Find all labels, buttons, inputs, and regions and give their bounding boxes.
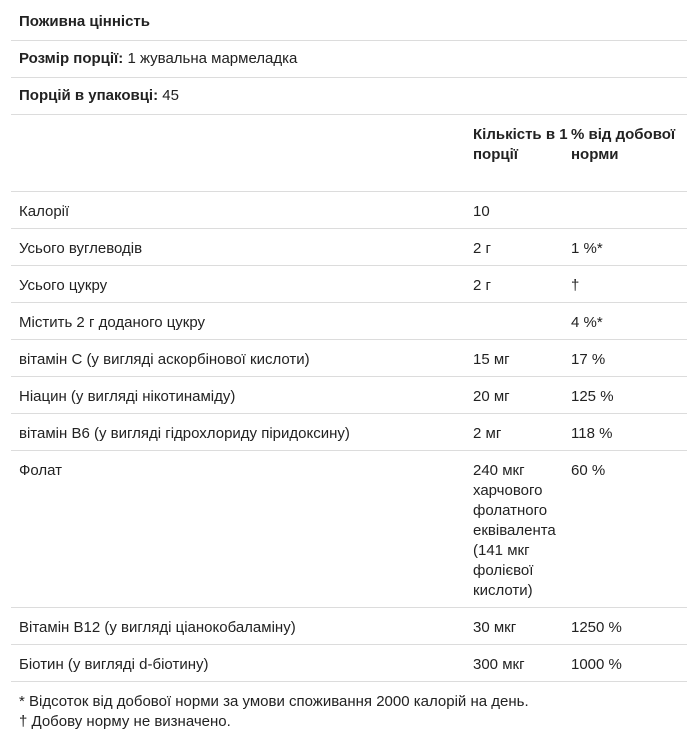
nutrient-row (11, 265, 687, 302)
serving-size-label: Розмір порції (19, 50, 119, 67)
footnotes (11, 681, 687, 732)
column-header-row (11, 114, 687, 191)
nutrient-daily-value: 125 % (571, 388, 614, 405)
nutrient-row (11, 413, 687, 450)
nutrient-amount: 2 г (473, 277, 491, 294)
nutrient-row (11, 450, 687, 607)
nutrient-amount: 2 г (473, 240, 491, 257)
nutrient-daily-value: 1250 % (571, 619, 622, 636)
nutrient-amount: 10 (473, 203, 490, 220)
nutrient-row (11, 191, 687, 228)
nutrient-name: Ніацин (у вигляді нікотинаміду) (19, 388, 236, 405)
servings-colon: : (153, 87, 159, 104)
nutrient-name: Біотин (у вигляді d-біотину) (19, 656, 209, 673)
serving-size-row (11, 40, 687, 77)
nutrition-facts-panel (11, 4, 687, 732)
nutrient-name: Фолат (19, 462, 63, 479)
nutrient-amount: 30 мкг (473, 619, 517, 636)
nutrient-row (11, 607, 687, 644)
servings-value: 45 (162, 87, 179, 104)
nutrient-row (11, 339, 687, 376)
footnote-not-established: † Добову норму не визначено. (19, 713, 231, 730)
nutrient-amount: 240 мкг харчового фолатного еквівалента (141 мкг фолієвої кислоти) (473, 462, 556, 599)
column-header-daily-value: % від добової норми (571, 126, 676, 163)
nutrient-name: Вітамін B12 (у вигляді ціанокобаламіну) (19, 619, 296, 636)
nutrient-row (11, 644, 687, 681)
serving-size-colon: : (118, 50, 124, 67)
nutrient-amount: 2 мг (473, 425, 502, 442)
nutrient-name: Усього вуглеводів (19, 240, 143, 257)
nutrient-daily-value: 1000 % (571, 656, 622, 673)
nutrition-title-row (11, 4, 687, 40)
nutrient-daily-value: 4 %* (571, 314, 603, 331)
column-header-amount: Кількість в 1 порції (473, 126, 568, 163)
footnote-daily-value: * Відсоток від добової норми за умови споживання 2000 калорій на день. (19, 693, 529, 710)
serving-size-value: 1 жувальна мармеладка (127, 50, 298, 67)
nutrient-name: Калорії (19, 203, 70, 220)
nutrient-daily-value: 118 % (571, 425, 613, 442)
nutrient-name: вітамін C (у вигляді аскорбінової кислоти) (19, 351, 310, 368)
nutrient-amount: 20 мг (473, 388, 510, 405)
nutrient-amount: 15 мг (473, 351, 510, 368)
nutrient-row (11, 228, 687, 265)
nutrient-daily-value: 17 % (571, 351, 606, 368)
nutrient-name: Усього цукру (19, 277, 108, 294)
nutrient-rows (11, 191, 687, 681)
nutrient-name: вітамін B6 (у вигляді гідрохлориду піридоксину) (19, 425, 350, 442)
nutrient-daily-value: 1 %* (571, 240, 603, 257)
nutrition-title: Поживна цінність (19, 13, 150, 30)
nutrient-daily-value: 60 % (571, 462, 606, 479)
nutrient-daily-value: † (571, 277, 580, 294)
servings-per-container-row (11, 77, 687, 114)
servings-label: Порцій в упаковці (19, 87, 154, 104)
nutrient-row (11, 302, 687, 339)
nutrient-name: Містить 2 г доданого цукру (19, 314, 206, 331)
nutrient-amount: 300 мкг (473, 656, 525, 673)
nutrient-row (11, 376, 687, 413)
